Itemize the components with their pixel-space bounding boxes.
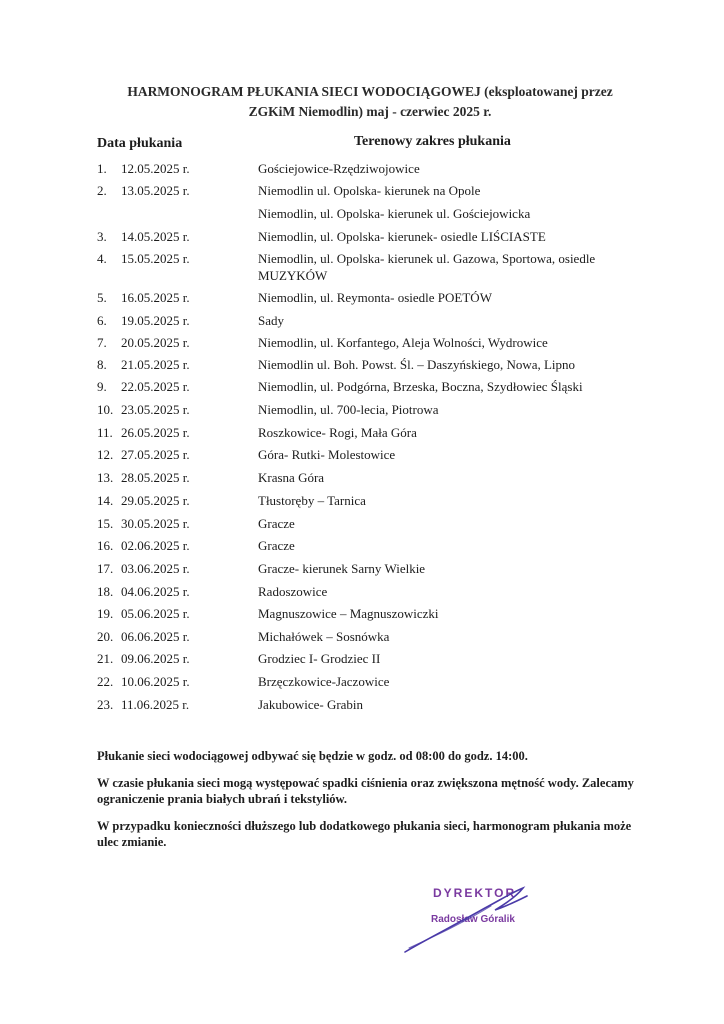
row-place: Jakubowice- Grabin: [258, 697, 364, 712]
row-date: 21.05.2025 r.: [121, 357, 190, 372]
row-date: 03.06.2025 r.: [121, 561, 190, 576]
row-place: Niemodlin ul. Opolska- kierunek na Opole: [258, 183, 481, 198]
row-number: 21.: [97, 651, 114, 666]
row-number: 18.: [97, 584, 114, 599]
row-place: Krasna Góra: [258, 470, 325, 485]
row-number: 19.: [97, 606, 114, 621]
row-number: 10.: [97, 402, 114, 417]
note-hours: Płukanie sieci wodociągowej odbywać się będzie w godz. od 08:00 do godz. 14:00.: [97, 749, 528, 763]
row-date: 26.05.2025 r.: [121, 425, 190, 440]
row-number: 5.: [97, 290, 107, 305]
row-date: 29.05.2025 r.: [121, 493, 190, 508]
row-number: 6.: [97, 313, 107, 328]
row-place: Magnuszowice – Magnuszowiczki: [258, 606, 439, 621]
row-date: 20.05.2025 r.: [121, 335, 190, 350]
row-number: 3.: [97, 229, 107, 244]
title-line-2: ZGKiM Niemodlin) maj - czerwiec 2025 r.: [248, 104, 492, 119]
row-number: 13.: [97, 470, 114, 485]
row-date: 16.05.2025 r.: [121, 290, 190, 305]
row-number: 15.: [97, 516, 114, 531]
note-pressure: W czasie płukania sieci mogą występować spadki ciśnienia oraz zwiększona mętność wody. Zalecamy ograniczenie prania białych ubrań i tekstyliów.: [97, 775, 634, 806]
row-number: 14.: [97, 493, 114, 508]
row-date: 14.05.2025 r.: [121, 229, 190, 244]
notes-section: [97, 748, 637, 861]
row-place: Sady: [258, 313, 284, 328]
row-place: Niemodlin, ul. Reymonta- osiedle POETÓW: [258, 290, 492, 305]
row-number: 11.: [97, 425, 113, 440]
title-line-1: HARMONOGRAM PŁUKANIA SIECI WODOCIĄGOWEJ (eksploatowanej przez: [127, 84, 613, 99]
row-number: 22.: [97, 674, 114, 689]
row-date: 23.05.2025 r.: [121, 402, 190, 417]
row-date: 04.06.2025 r.: [121, 584, 190, 599]
row-place: Niemodlin, ul. Podgórna, Brzeska, Boczna, Szydłowiec Śląski: [258, 379, 583, 394]
row-number: 9.: [97, 379, 107, 394]
row-number: 20.: [97, 629, 114, 644]
column-header-zakres: Terenowy zakres płukania: [354, 134, 511, 149]
row-place: Niemodlin ul. Boh. Powst. Śl. – Daszyńskiego, Nowa, Lipno: [258, 357, 576, 372]
row-date: 02.06.2025 r.: [121, 538, 190, 553]
row-number: 17.: [97, 561, 114, 576]
row-place: Niemodlin, ul. Korfantego, Aleja Wolności, Wydrowice: [258, 335, 548, 350]
row-date: 15.05.2025 r.: [121, 251, 190, 266]
row-date: 28.05.2025 r.: [121, 470, 190, 485]
row-number: 16.: [97, 538, 114, 553]
row-number: 4.: [97, 251, 107, 266]
row-place: Niemodlin, ul. Opolska- kierunek- osiedle LIŚCIASTE: [258, 229, 546, 244]
row-place: Gracze- kierunek Sarny Wielkie: [258, 561, 426, 576]
row-date: 27.05.2025 r.: [121, 447, 190, 462]
row-date: 12.05.2025 r.: [121, 161, 190, 176]
row-date: 30.05.2025 r.: [121, 516, 190, 531]
row-number: 1.: [97, 161, 107, 176]
signature-stamp: [395, 870, 555, 960]
row-place: Gościejowice-Rzędziwojowice: [258, 161, 420, 176]
row-number: 8.: [97, 357, 107, 372]
row-number: 7.: [97, 335, 107, 350]
row-place: Gracze: [258, 516, 295, 531]
row-date: 11.06.2025 r.: [121, 697, 190, 712]
row-place: Niemodlin, ul. Opolska- kierunek ul. Gazowa, Sportowa, osiedle MUZYKÓW: [258, 251, 596, 283]
row-date: 19.05.2025 r.: [121, 313, 190, 328]
row-place: Niemodlin, ul. 700-lecia, Piotrowa: [258, 402, 439, 417]
column-header-date: Data płukania: [97, 136, 183, 151]
row-number: 12.: [97, 447, 114, 462]
row-number: 23.: [97, 697, 114, 712]
note-change: W przypadku konieczności dłuższego lub dodatkowego płukania sieci, harmonogram płukania może ulec zmianie.: [97, 818, 632, 849]
row-place: Góra- Rutki- Molestowice: [258, 447, 396, 462]
row-place: Roszkowice- Rogi, Mała Góra: [258, 425, 417, 440]
handwritten-signature: [395, 870, 555, 960]
row-place: Michałówek – Sosnówka: [258, 629, 390, 644]
row-place: Niemodlin, ul. Opolska- kierunek ul. Gościejowicka: [258, 206, 531, 221]
stamp-title: DYREKTOR: [433, 886, 517, 900]
row-date: 22.05.2025 r.: [121, 379, 190, 394]
row-place: Grodziec I- Grodziec II: [258, 651, 381, 666]
row-date: 13.05.2025 r.: [121, 183, 190, 198]
row-date: 06.06.2025 r.: [121, 629, 190, 644]
row-place: Gracze: [258, 538, 295, 553]
row-place: Brzęczkowice-Jaczowice: [258, 674, 390, 689]
row-date: 05.06.2025 r.: [121, 606, 190, 621]
stamp-name: Radosław Góralik: [431, 914, 515, 925]
row-place: Tłustoręby – Tarnica: [258, 493, 366, 508]
row-number: 2.: [97, 183, 107, 198]
row-date: 10.06.2025 r.: [121, 674, 190, 689]
row-place: Radoszowice: [258, 584, 328, 599]
row-date: 09.06.2025 r.: [121, 651, 190, 666]
